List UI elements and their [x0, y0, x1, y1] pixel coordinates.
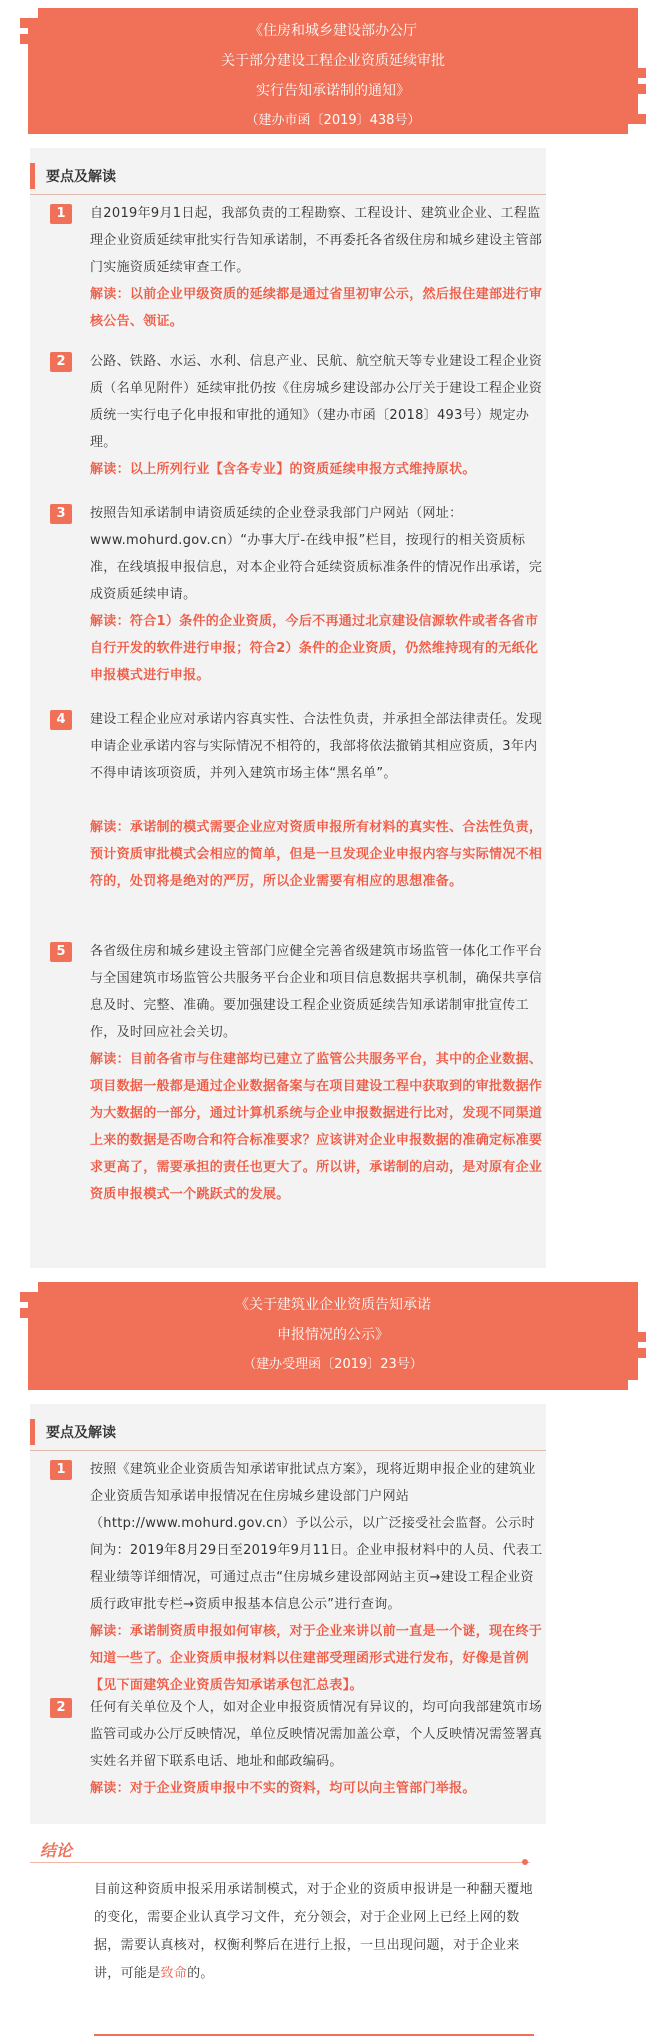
panel-header — [30, 163, 546, 191]
notice-banner — [28, 8, 638, 134]
pixel-decoration — [20, 18, 30, 28]
pixel-decoration — [628, 1380, 638, 1390]
pixel-decoration — [636, 1348, 646, 1358]
pixel-decoration — [636, 84, 646, 94]
item-text: 各省级住房和城乡建设主管部门应健全完善省级建筑市场监管一体化工作平台与全国建筑市场监管公共服务平台企业和项目信息数据共享机制，确保共享信息及时、完整、准确。要加强建设工程企业资质延续告知承诺制审批宣传工作，及时回应社会关切。 — [90, 944, 543, 1040]
pixel-decoration — [28, 1282, 38, 1292]
item-text: 自2019年9月1日起，我部负责的工程勘察、工程设计、建筑业企业、工程监理企业资质延续审批实行告知承诺制，不再委托各省级住房和城乡建设主管部门实施资质延续审查工作。 — [90, 206, 543, 275]
item-number-badge: 4 — [50, 710, 72, 730]
item-note: 解读：承诺制的模式需要企业应对资质申报所有材料的真实性、合法性负责，预计资质审批模式会相应的简单，但是一旦发现企业申报内容与实际情况不相符的，处罚将是绝对的严厉，所以企业需要有相应的思想准备。 — [90, 820, 543, 889]
divider — [30, 194, 546, 195]
item-text: 公路、铁路、水运、水利、信息产业、民航、航空航天等专业建设工程企业资质（名单见附件）延续审批仍按《住房城乡建设部办公厅关于建设工程企业资质统一实行电子化申报和审批的通知》（建办市函〔2018〕493号）规定办理。 — [90, 354, 543, 450]
item-number-badge: 5 — [50, 942, 72, 962]
panel-heading: 要点及解读 — [46, 169, 116, 185]
panel-heading: 要点及解读 — [46, 1425, 116, 1441]
divider — [30, 1450, 546, 1451]
item-note: 解读：符合1）条件的企业资质，今后不再通过北京建设信源软件或者各省市自行开发的软件进行申报；符合2）条件的企业资质，仍然维持现有的无纸化申报模式进行申报。 — [90, 614, 539, 683]
item-note: 解读：目前各省市与住建部均已建立了监管公共服务平台，其中的企业数据、项目数据一般都是通过企业数据备案与在项目建设工程中获取到的审批数据作为大数据的一部分，通过计算机系统与企业申报数据进行比对，发现不同渠道上来的数据是否吻合和符合标准要求？应该讲对企业申报数据的准确定标准要求更高了，需要承担的责任也更大了。所以讲，承诺制的启动，是对原有企业资质申报模式一个跳跃式的发展。 — [90, 1052, 543, 1202]
key-points-panel — [30, 148, 546, 1268]
conclusion-text — [94, 1876, 534, 1988]
banner-title-line1: 《关于建筑业企业资质告知承诺 — [235, 1297, 431, 1313]
item-number-badge: 2 — [50, 352, 72, 372]
item-note: 解读：对于企业资质申报中不实的资料，均可以向主管部门举报。 — [90, 1781, 476, 1796]
dot-decoration — [522, 1859, 528, 1865]
banner-title-line2: 关于部分建设工程企业资质延续审批 — [221, 53, 445, 69]
divider — [94, 2034, 534, 2036]
item-text: 建设工程企业应对承诺内容真实性、合法性负责，并承担全部法律责任。发现申请企业承诺内容与实际情况不相符的，我部将依法撤销其相应资质，3年内不得申请该项资质，并列入建筑市场主体“黑名单”。 — [90, 712, 543, 781]
item-number-badge: 3 — [50, 504, 72, 524]
item-note: 解读：以前企业甲级资质的延续都是通过省里初审公示，然后报住建部进行审核公告、领证。 — [90, 287, 543, 329]
banner-title-line3: 实行告知承诺制的通知》 — [256, 83, 410, 99]
item-number-badge: 1 — [50, 204, 72, 224]
accent-bar — [30, 1419, 35, 1445]
pixel-decoration — [20, 34, 30, 44]
pixel-decoration — [636, 1332, 646, 1342]
pixel-decoration — [28, 8, 38, 18]
pixel-decoration — [628, 124, 638, 134]
item-text: 按照《建筑业企业资质告知承诺审批试点方案》，现将近期申报企业的建筑业企业资质告知承诺申报情况在住房城乡建设部门户网站（http://www.mohurd.gov.cn）予以公示，以广泛接受社会监督。公示时间为：2019年8月29日至2019年9月11日。企业申报材料中的人员、代表工程业绩等详细情况，可通过点击“住房城乡建设部网站主页→建设工程企业资质行政审批专栏→资质申报基本信息公示”进行查询。 — [90, 1462, 543, 1612]
pixel-decoration — [20, 1292, 30, 1302]
item-text: 按照告知承诺制申请资质延续的企业登录我部门户网站（网址：www.mohurd.gov.cn）“办事大厅-在线申报”栏目，按现行的相关资质标准，在线填报申报信息，对本企业符合延续资质标准条件的情况作出承诺，完成资质延续申请。 — [90, 506, 543, 602]
accent-bar — [30, 163, 35, 189]
banner-document-number: （建办市函〔2019〕438号） — [245, 113, 421, 128]
divider — [30, 1862, 530, 1863]
item-text: 任何有关单位及个人，如对企业申报资质情况有异议的，均可向我部建筑市场监管司或办公厅反映情况，单位反映情况需加盖公章，个人反映情况需签署真实姓名并留下联系电话、地址和邮政编码。 — [90, 1700, 543, 1769]
pixel-decoration — [636, 68, 646, 78]
banner-document-number: （建办受理函〔2019〕23号） — [243, 1357, 423, 1372]
item-number-badge: 2 — [50, 1698, 72, 1718]
item-note: 解读：承诺制资质申报如何审核，对于企业来讲以前一直是一个谜，现在终于知道一些了。企业资质申报材料以住建部受理函形式进行发布，好像是首例【见下面建筑企业资质告知承诺承包汇总表】。 — [90, 1624, 543, 1693]
notice-banner — [28, 1282, 638, 1390]
conclusion-section — [30, 1838, 533, 2038]
key-points-panel — [30, 1404, 546, 1824]
item-number-badge: 1 — [50, 1460, 72, 1480]
banner-title-line1: 《住房和城乡建设部办公厅 — [249, 23, 417, 39]
conclusion-highlight: 致命 — [160, 1966, 188, 1981]
item-note: 解读：以上所列行业【含各专业】的资质延续申报方式维持原状。 — [90, 462, 476, 477]
banner-title-line2: 申报情况的公示》 — [277, 1327, 389, 1343]
conclusion-label: 结论 — [40, 1841, 73, 1860]
panel-header — [30, 1419, 546, 1447]
conclusion-text-end: 的。 — [187, 1966, 214, 1981]
conclusion-text-main: 目前这种资质申报采用承诺制模式，对于企业的资质申报讲是一种翻天覆地的变化，需要企业认真学习文件，充分领会，对于企业网上已经上网的数据，需要认真核对，权衡利弊后在进行上报，一旦出现问题，对于企业来讲，可能是 — [94, 1882, 533, 1981]
pixel-decoration — [636, 114, 646, 124]
pixel-decoration — [20, 1308, 30, 1318]
